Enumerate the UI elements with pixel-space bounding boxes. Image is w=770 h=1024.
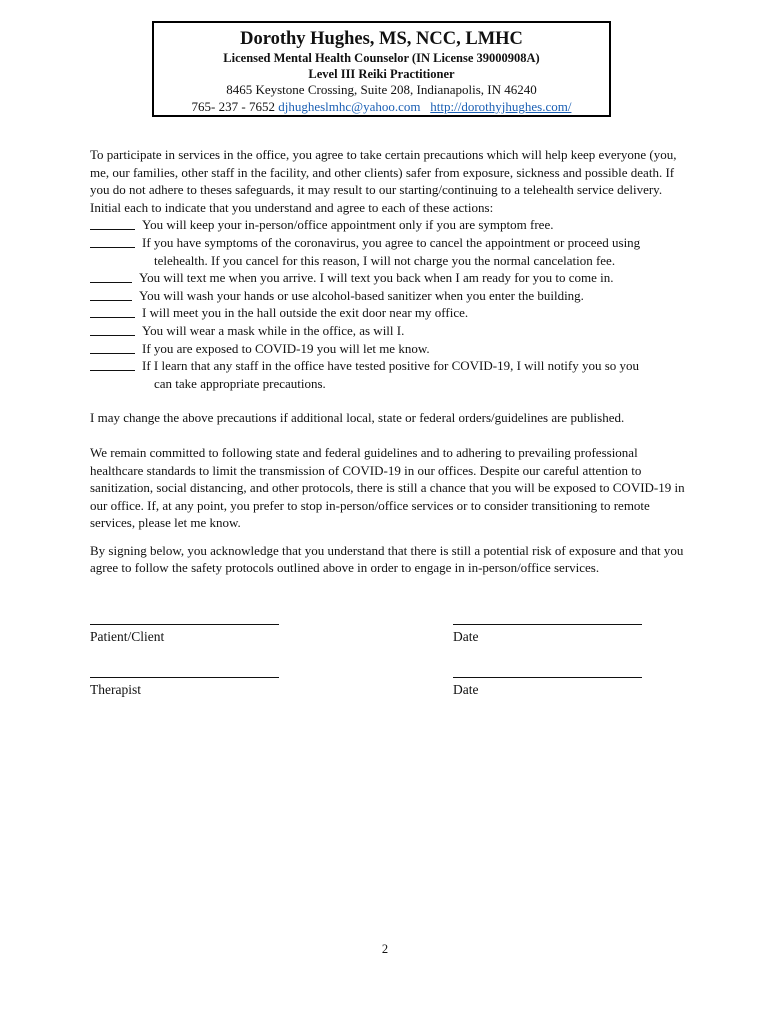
patient-date-label: Date <box>453 629 479 644</box>
precaution-item <box>90 322 690 340</box>
therapist-signature-label: Therapist <box>90 682 141 697</box>
patient-signature-label: Patient/Client <box>90 629 165 644</box>
precaution-text: I will meet you in the hall outside the exit door near my office. <box>142 305 469 321</box>
acknowledgement-paragraph: By signing below, you acknowledge that you understand that there is still a potential risk of exposure and that you agree to follow the safety protocols outlined above in order to engage in in-person/office services. <box>90 542 684 576</box>
precaution-text: You will text me when you arrive. I will text you back when I am ready for you to come in. <box>139 270 614 286</box>
change-notice-paragraph: I may change the above precautions if additional local, state or federal orders/guidelines are published. <box>90 410 625 426</box>
license-line: Licensed Mental Health Counselor (IN License 39000908A) <box>223 51 540 65</box>
therapist-date-label: Date <box>453 682 479 697</box>
page-number: 2 <box>381 942 389 956</box>
precaution-item <box>90 304 690 322</box>
website-link[interactable]: http://dorothyjhughes.com/ <box>430 99 572 114</box>
intro-paragraph: To participate in services in the office, you agree to take certain precautions which will help keep everyone (you, me, our families, other staff in the facility, and other clients) safer from exposure, sickness and possible death. If you do not adhere to theses safeguards, it may result to our starting/continuing to a telehealth service delivery. Initial each to indicate that you understand and agree to each of these actions: <box>90 147 677 215</box>
commitment-paragraph: We remain committed to following state and federal guidelines and to adhering to prevailing professional healthcare standards to limit the transmission of COVID-19 in our offices. Despite our careful attention to sanitization, social distancing, and other protocols, there is still a chance that you will be exposed to COVID-19 in our office. If, at any point, you prefer to stop in-person/office services or to consider transitioning to remote services, please let me know. <box>90 444 685 531</box>
precaution-continuation: telehealth. If you cancel for this reason, I will not charge you the normal cancelation fee. <box>154 252 616 268</box>
therapist-signature-row <box>90 677 646 717</box>
initial-blank[interactable] <box>90 287 132 301</box>
reiki-line: Level III Reiki Practitioner <box>308 67 455 81</box>
precaution-text: You will keep your in-person/office appointment only if you are symptom free. <box>142 217 554 233</box>
precaution-text: If you have symptoms of the coronavirus, you agree to cancel the appointment or proceed using <box>142 234 641 250</box>
initial-blank[interactable] <box>90 322 135 336</box>
precaution-text: You will wear a mask while in the office, as will I. <box>142 322 405 338</box>
initial-blank[interactable] <box>90 340 135 354</box>
email-link[interactable]: djhugheslmhc@yahoo.com <box>278 99 421 114</box>
initial-blank[interactable] <box>90 269 132 283</box>
office-address: 8465 Keystone Crossing, Suite 208, Indianapolis, IN 46240 <box>226 82 537 97</box>
patient-signature-row <box>90 624 646 664</box>
letterhead <box>152 21 611 117</box>
precaution-item <box>90 287 690 305</box>
contact-line <box>154 98 609 115</box>
initial-blank[interactable] <box>90 234 135 248</box>
precaution-item <box>90 216 690 234</box>
precaution-list <box>90 216 690 392</box>
therapist-signature-line[interactable] <box>90 677 279 678</box>
precaution-text: You will wash your hands or use alcohol-based sanitizer when you enter the building. <box>139 287 584 303</box>
precaution-continuation: can take appropriate precautions. <box>154 375 326 391</box>
initial-blank[interactable] <box>90 216 135 230</box>
precaution-item <box>90 234 690 269</box>
therapist-date-line[interactable] <box>453 677 642 678</box>
precaution-item <box>90 269 690 287</box>
precaution-item <box>90 357 690 392</box>
precaution-text: If I learn that any staff in the office have tested positive for COVID-19, I will notify you so you <box>142 358 640 374</box>
initial-blank[interactable] <box>90 304 135 318</box>
precaution-text: If you are exposed to COVID-19 you will let me know. <box>142 340 430 356</box>
patient-date-line[interactable] <box>453 624 642 625</box>
practitioner-name: Dorothy Hughes, MS, NCC, LMHC <box>240 29 523 49</box>
precaution-item <box>90 340 690 358</box>
consent-body <box>90 146 690 577</box>
phone-number: 765- 237 - 7652 <box>191 99 275 114</box>
patient-signature-line[interactable] <box>90 624 279 625</box>
initial-blank[interactable] <box>90 357 135 371</box>
